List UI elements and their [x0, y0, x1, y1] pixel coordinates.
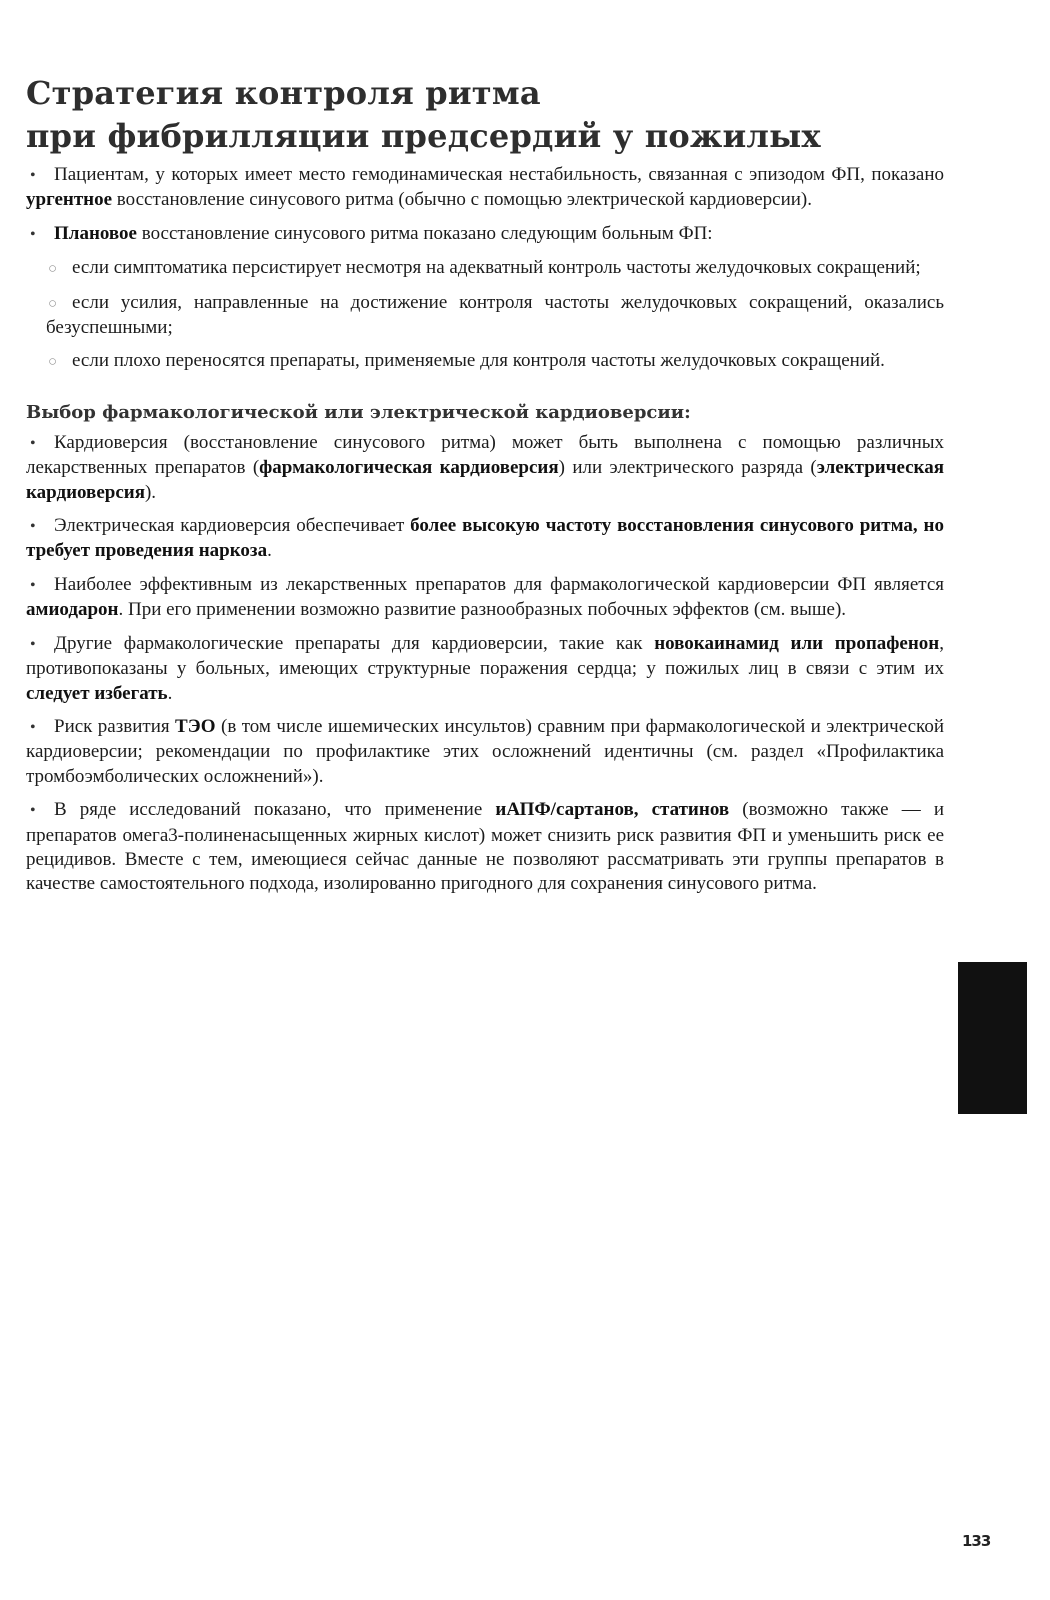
page-number: 133 — [962, 1532, 991, 1550]
body-text: Пациентам, у которых имеет место гемодинамическая нестабильность, связанная с эпизодом ФП, показано — [54, 164, 944, 185]
body-text: восстановление синусового ритма показано следующим больным ФП: — [136, 222, 713, 244]
emphasis-text: новокаинамид или пропафенон — [654, 632, 940, 654]
bullet-item — [26, 632, 944, 706]
page-content — [26, 163, 944, 906]
body-text: (в том числе ишемических инсультов) сравним при фармакологической и электрической кардиоверсии; рекомендации по профилактике этих осложнений идентичны (см. раздел «Профилактика тромбоэмболических осложнений»). — [26, 715, 944, 787]
bullet-item — [26, 715, 944, 789]
page-title — [26, 72, 986, 158]
side-thumb-tab — [958, 962, 1027, 1114]
body-text: . — [167, 682, 173, 704]
bullet-item — [26, 573, 944, 623]
bullet-icon: • — [30, 718, 36, 736]
section-heading: Выбор фармакологической или электрической кардиоверсии: — [26, 401, 691, 423]
bullet-item — [26, 514, 944, 564]
body-text: (возможно также — и препаратов омега3-полиненасыщенных жирных кислот) может снизить риск развития ФП и уменьшить риск ее рецидивов. Вместе с тем, имеющиеся сейчас данные не позволяют рассматривать эти группы препаратов в качестве самостоятельного подхода, изолированно пригодного для сохранения синусового ритма. — [26, 799, 944, 895]
bullet-item — [26, 163, 944, 213]
bullet-icon: • — [30, 225, 36, 243]
body-text: Риск развития — [54, 715, 176, 737]
body-text: . — [267, 540, 272, 562]
sub-bullet-item — [26, 349, 944, 374]
emphasis-text: Плановое — [54, 222, 137, 244]
body-text: ). — [144, 481, 157, 503]
bullet-icon: • — [30, 802, 36, 820]
bullet-icon: • — [30, 518, 36, 536]
body-text: Наиболее эффективным из лекарственных препаратов для фармакологической кардиоверсии ФП является — [54, 573, 944, 595]
cardioversion-list — [26, 431, 944, 897]
emphasis-text: ургентное — [26, 189, 113, 211]
bullet-icon: • — [30, 434, 36, 452]
bullet-item — [26, 798, 944, 897]
emphasis-text: электрическая кардиоверсия — [26, 457, 944, 503]
emphasis-text: более высокую частоту восстановления синусового ритма, но требует проведения наркоза — [26, 515, 944, 562]
body-text: Кардиоверсия (восстановление синусового ритма) может быть выполнена с помощью различных лекарственных препаратов ( — [26, 431, 944, 479]
sub-bullet-item — [26, 256, 944, 281]
emphasis-text: ТЭО — [175, 715, 216, 737]
bullet-icon: • — [30, 167, 36, 184]
emphasis-text: следует избегать — [26, 682, 168, 704]
body-text: ) или электрического разряда ( — [558, 457, 817, 479]
page-title-line-1: Стратегия контроля ритма — [26, 74, 541, 112]
page-title-line-2: при фибрилляции предсердий у пожилых — [26, 117, 821, 155]
circle-bullet-icon: ○ — [48, 295, 58, 312]
body-text: Другие фармакологические препараты для кардиоверсии, такие как — [54, 632, 655, 654]
circle-bullet-icon: ○ — [48, 354, 58, 371]
body-text: восстановление синусового ритма (обычно с помощью электрической кардиоверсии). — [112, 189, 813, 211]
bullet-icon: • — [30, 635, 36, 653]
body-text: Электрическая кардиоверсия обеспечивает — [54, 515, 411, 537]
circle-bullet-icon: ○ — [48, 261, 58, 278]
sub-bullet-text: если симптоматика персистирует несмотря на адекватный контроль частоты желудочковых сокращений; — [72, 257, 921, 279]
sub-bullet-item — [26, 291, 944, 341]
body-text: В ряде исследований показано, что применение — [54, 799, 496, 821]
emphasis-text: фармакологическая кардиоверсия — [259, 457, 559, 479]
bullet-item — [26, 222, 944, 247]
sub-bullet-text: если усилия, направленные на достижение контроля частоты желудочковых сокращений, оказались безуспешными; — [46, 291, 944, 339]
emphasis-text: иАПФ/сартанов, статинов — [495, 799, 730, 821]
body-text: , противопоказаны у больных, имеющих структурные поражения сердца; у пожилых лиц в связи с этим их — [26, 632, 944, 680]
body-text: . При его применении возможно развитие разнообразных побочных эффектов (см. выше). — [118, 599, 847, 621]
bullet-item — [26, 431, 944, 505]
intro-list — [26, 163, 944, 375]
bullet-icon: • — [30, 576, 36, 594]
sub-bullet-text: если плохо переносятся препараты, применяемые для контроля частоты желудочковых сокращений. — [72, 350, 885, 372]
emphasis-text: амиодарон — [26, 599, 119, 621]
